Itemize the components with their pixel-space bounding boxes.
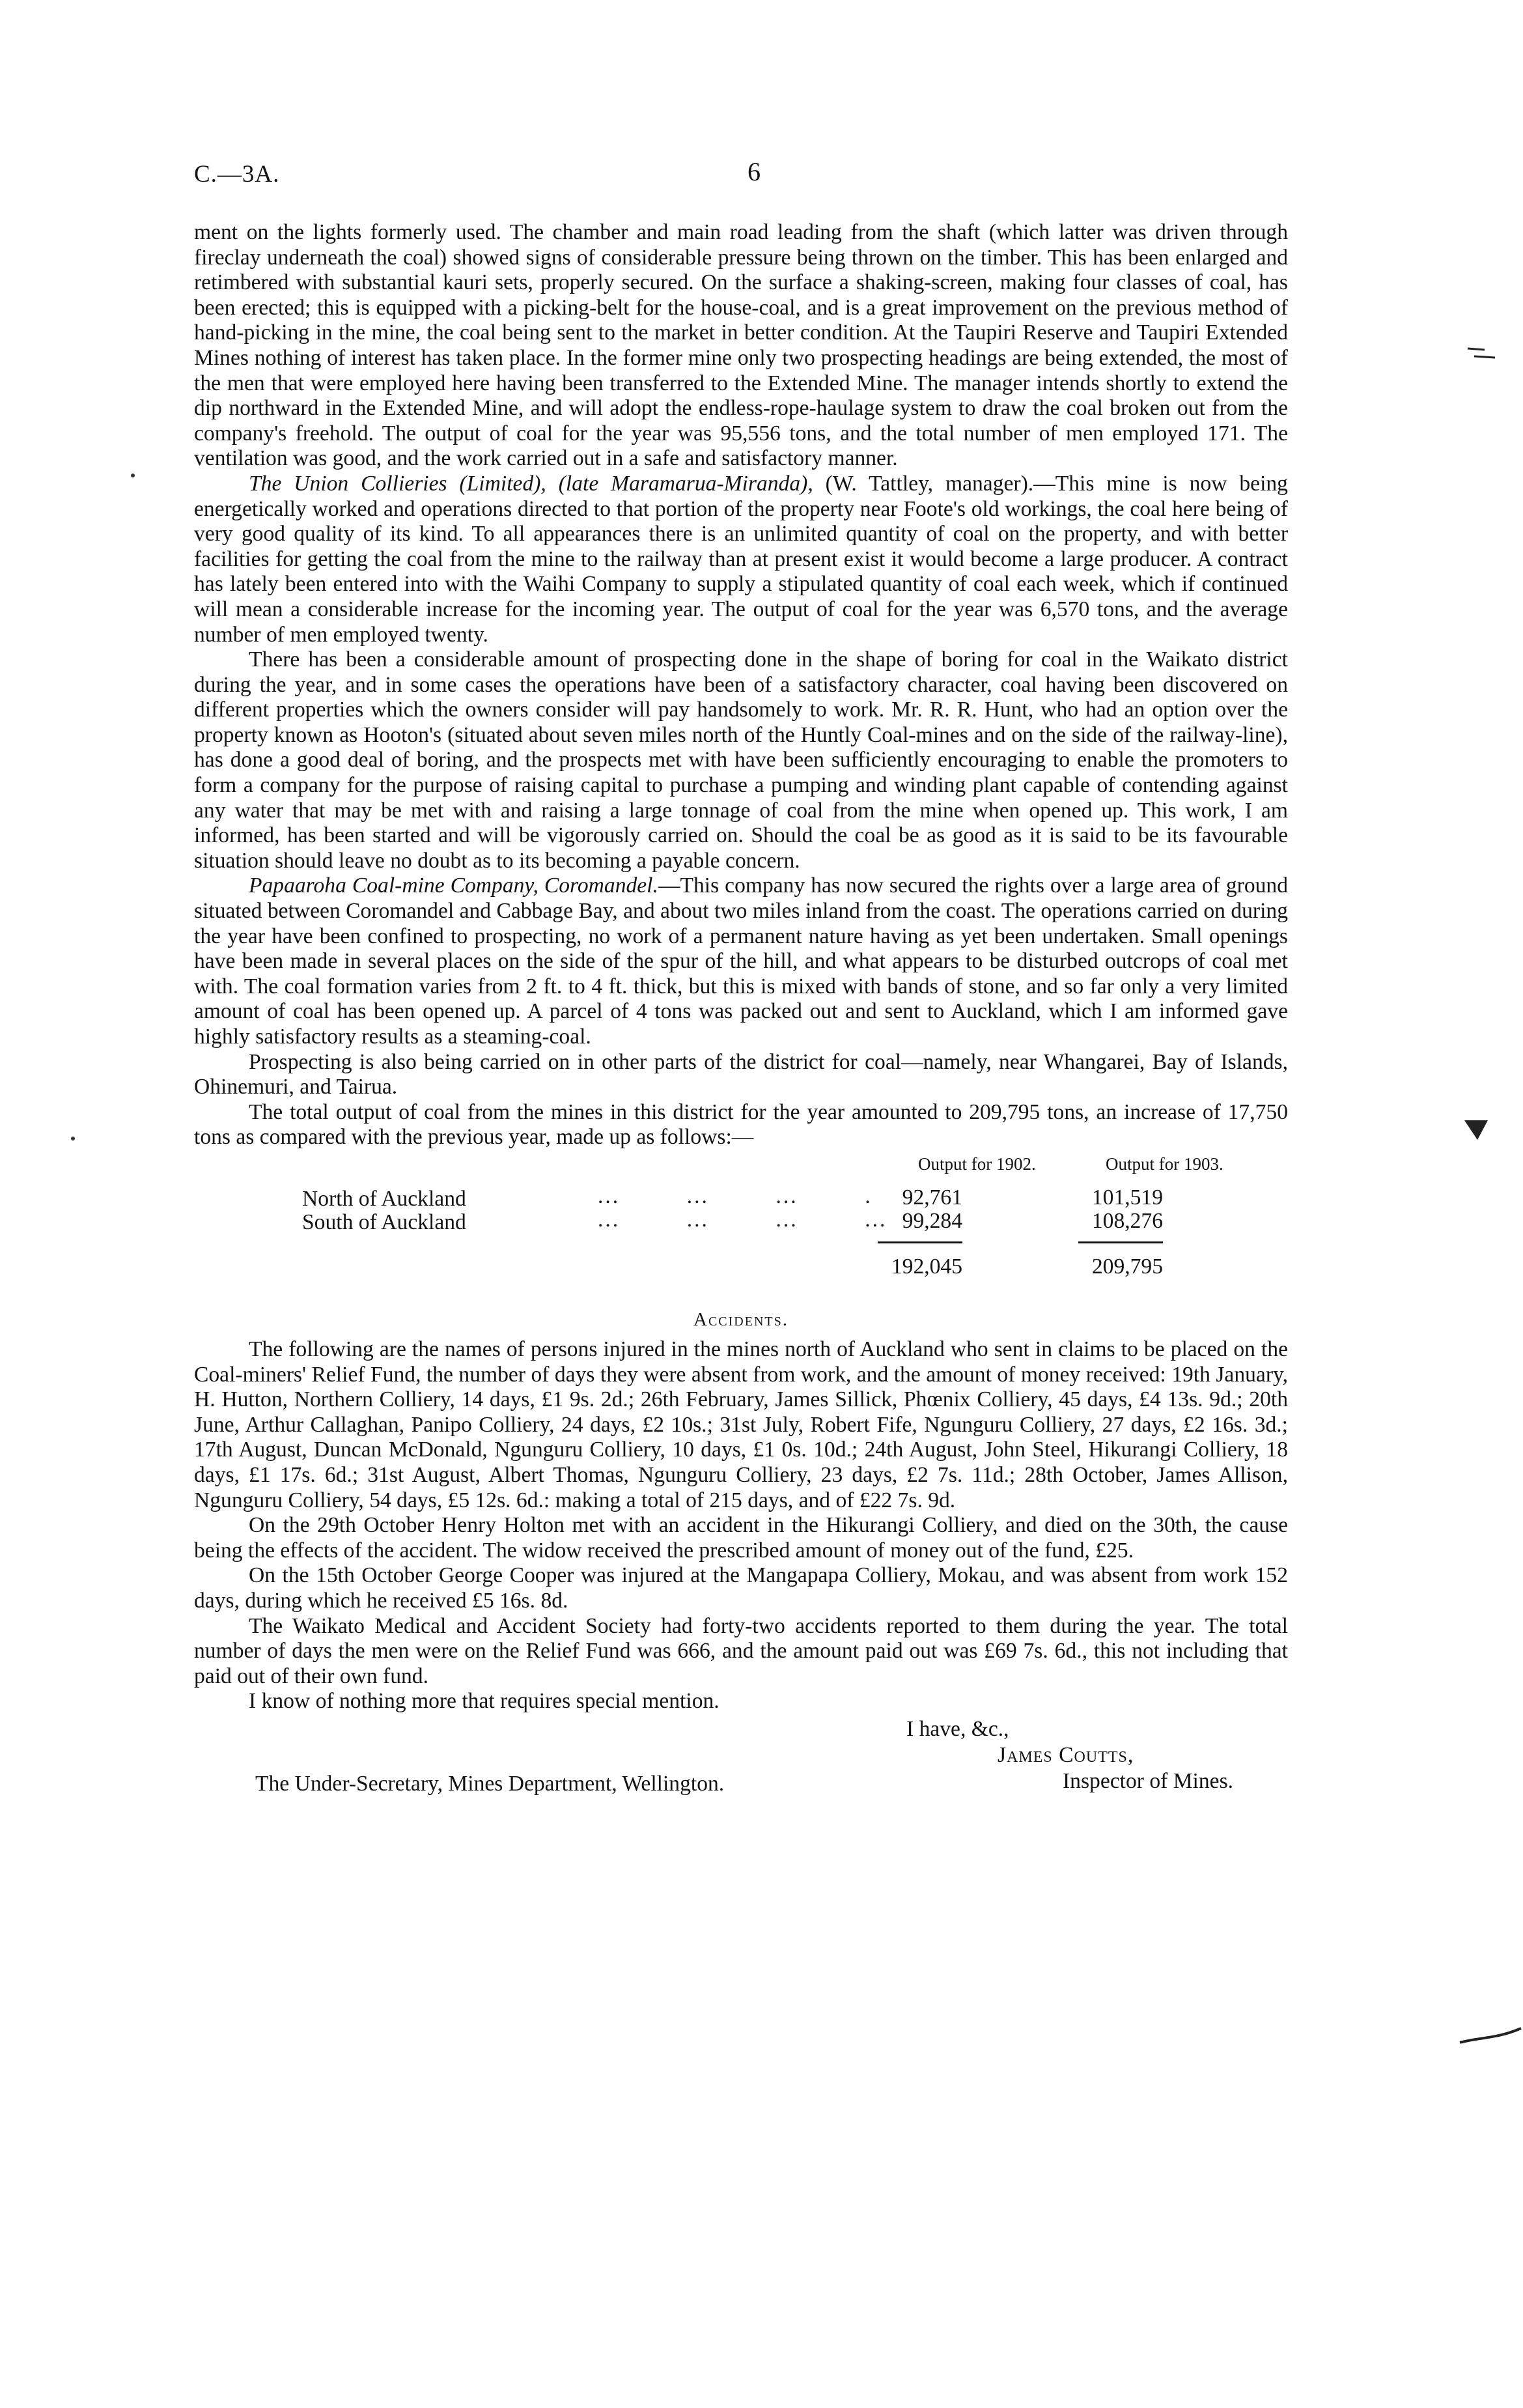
south-1903: 108,276 xyxy=(1091,1208,1163,1233)
sum-rule-1903 xyxy=(1078,1241,1163,1243)
salutation: I have, &c., xyxy=(906,1716,1009,1741)
output-table xyxy=(194,1150,1288,1307)
addressee: The Under-Secretary, Mines Department, Wellington. xyxy=(255,1771,725,1796)
margin-arrow-mark xyxy=(1462,1114,1494,1146)
union-collieries-text: (W. Tattley, manager).—This mine is now being energetically worked and operations directed to that portion of the property near Foote's old workings, the coal here being of very good quality of its kind. To all appearances there is an unlimited quantity of coal on the property, and with better facilities for getting the coal from the mine to the railway than at present exist it would become a large producer. A contract has lately been entered into with the Waihi Company to supply a stipulated quantity of coal each week, which if continued will mean a considerable increase for the incoming year. The output of coal for the year was 6,570 tons, and the average number of men employed twenty. xyxy=(194,471,1288,647)
leader-dots: ... ... ... ... xyxy=(598,1207,887,1232)
col-header-1902: Output for 1902. xyxy=(918,1154,1036,1174)
papaaroha-title: Papaaroha Coal-mine Company, Coromandel. xyxy=(249,873,658,898)
paragraph-papaaroha xyxy=(194,873,1288,1049)
paragraph-holton-accident: On the 29th October Henry Holton met with an accident in the Hikurangi Colliery, and died on the 30th, the cause being the effects of the accident. The widow received the prescribed amount of money out of the fund, £25. xyxy=(194,1513,1288,1563)
row-label-south: South of Auckland xyxy=(302,1210,466,1234)
row-label-north: North of Auckland xyxy=(302,1186,466,1211)
union-collieries-title: The Union Collieries (Limited), (late Maramarua-Miranda), xyxy=(249,471,813,496)
paragraph-cooper-accident: On the 15th October George Cooper was injured at the Mangapapa Colliery, Mokau, and was absent from work 152 days, during which he received £5 16s. 8d. xyxy=(194,1563,1288,1613)
signatory-name: James Coutts, xyxy=(998,1742,1134,1767)
paragraph-waikato-society: The Waikato Medical and Accident Society had forty-two accidents reported to them during the year. The total number of days the men were on the Relief Fund was 666, and the amount paid out was £69 7s. 6d., this not including that paid out of their own fund. xyxy=(194,1613,1288,1688)
paragraph-other-districts: Prospecting is also being carried on in other parts of the district for coal—namely, near Whangarei, Bay of Islands, Ohinemuri, and Tairua. xyxy=(194,1049,1288,1099)
leader-dots: ... ... ... . xyxy=(598,1183,873,1208)
south-1902: 99,284 xyxy=(902,1208,962,1233)
signatory-title: Inspector of Mines. xyxy=(1063,1768,1234,1793)
paragraph-union-collieries xyxy=(194,472,1288,647)
paragraph-nothing-more: I know of nothing more that requires special mention. xyxy=(249,1689,720,1714)
paragraph-prospecting-waikato: There has been a considerable amount of prospecting done in the shape of boring for coal in the Waikato district during the year, and in some cases the operations have been of a satisfactory character, coal having been discovered on different properties which the owners consider will pay handsomely to work. Mr. R. R. Hunt, who had an option over the property known as Hooton's (situated about seven miles north of the Huntly Coal-mines and on the side of the railway-line), has done a good deal of boring, and the prospects met with have been sufficiently encouraging to enable the promoters to form a company for the purpose of raising capital to purchase a pumping and winding plant capable of contending against any water that may be met with and raising a large tonnage of coal from the mine when opened up. This work, I am informed, has been started and will be vigorously carried on. Should the coal be as good as it is said to be its favourable situation should leave no doubt as to its becoming a payable concern. xyxy=(194,647,1288,873)
north-1903: 101,519 xyxy=(1091,1185,1163,1210)
accidents-heading: Accidents. xyxy=(693,1309,789,1330)
margin-pen-stroke xyxy=(1459,2023,1523,2049)
north-1902: 92,761 xyxy=(902,1185,962,1210)
page-header xyxy=(194,157,1288,199)
sum-rule-1902 xyxy=(878,1241,962,1243)
document-reference: C.—3A. xyxy=(194,161,280,188)
letter-closing xyxy=(194,1714,1288,1812)
total-1903: 209,795 xyxy=(1091,1254,1163,1279)
page-number: 6 xyxy=(748,157,761,186)
margin-dot-mark xyxy=(128,470,141,483)
col-header-1903: Output for 1903. xyxy=(1106,1154,1223,1174)
total-1902: 192,045 xyxy=(891,1254,962,1279)
papaaroha-text: —This company has now secured the rights over a large area of ground situated between Coromandel and Cabbage Bay, and about two miles inland from the coast. The operations carried on during the year have been confined to prospecting, no work of a permanent nature having as yet been undertaken. Small openings have been made in several places on the side of the spur of the hill, and what appears to be disturbed outcrops of coal met with. The coal formation varies from 2 ft. to 4 ft. thick, but this is mixed with bands of stone, and so far only a very limited amount of coal has been opened up. A parcel of 4 tons was packed out and sent to Auckland, which I am informed gave highly satisfactory results as a steaming-coal. xyxy=(194,873,1288,1049)
margin-dash-mark xyxy=(1465,342,1498,361)
paragraph-taupiri: ment on the lights formerly used. The chamber and main road leading from the shaft (which latter was driven through fireclay underneath the coal) showed signs of considerable pressure being thrown on the timber. This has been enlarged and retimbered with substantial kauri sets, properly secured. On the surface a shaking-screen, making four classes of coal, has been erected; this is equipped with a picking-belt for the house-coal, and is a great improvement on the previous method of hand-picking in the mine, the coal being sent to the market in better condition. At the Taupiri Reserve and Taupiri Extended Mines nothing of interest has taken place. In the former mine only two prospecting headings are being extended, the most of the men that were employed here having been transferred to the Extended Mine. The manager intends shortly to extend the dip northward in the Extended Mine, and will adopt the endless-rope-haulage system to draw the coal broken out from the company's freehold. The output of coal for the year was 95,556 tons, and the total number of men employed 171. The ventilation was good, and the work carried out in a safe and satisfactory manner. xyxy=(194,220,1288,471)
paragraph-total-output: The total output of coal from the mines in this district for the year amounted to 209,795 tons, an increase of 17,750 tons as compared with the previous year, made up as follows:— xyxy=(194,1099,1288,1150)
margin-dot-mark xyxy=(68,1133,81,1146)
document-body xyxy=(194,220,1288,1812)
paragraph-accidents-list: The following are the names of persons injured in the mines north of Auckland who sent in claims to be placed on the Coal-miners' Relief Fund, the number of days they were absent from work, and the amount of money received: 19th January, H. Hutton, Northern Colliery, 14 days, £1 9s. 2d.; 26th February, James Sillick, Phœnix Colliery, 45 days, £4 13s. 9d.; 20th June, Arthur Callaghan, Panipo Colliery, 24 days, £2 10s.; 31st July, Robert Fife, Ngunguru Colliery, 27 days, £2 16s. 3d.; 17th August, Duncan McDonald, Ngunguru Colliery, 10 days, £1 0s. 10d.; 24th August, John Steel, Hikurangi Colliery, 18 days, £1 17s. 6d.; 31st August, Albert Thomas, Ngunguru Colliery, 23 days, £2 7s. 11d.; 28th October, James Allison, Ngunguru Colliery, 54 days, £5 12s. 6d.: making a total of 215 days, and of £22 7s. 9d. xyxy=(194,1337,1288,1512)
